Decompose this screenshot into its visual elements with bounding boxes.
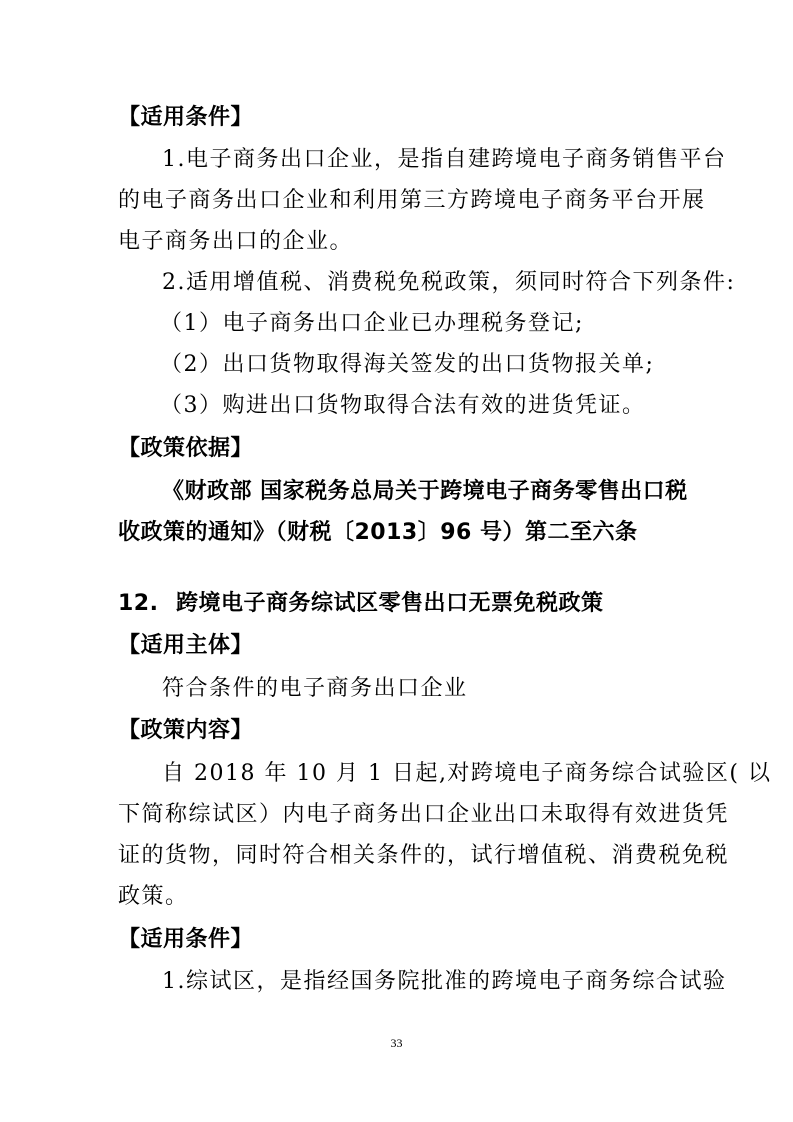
paragraph-line: 1.综试区，是指经国务院批准的跨境电子商务综合试验 (162, 969, 727, 994)
section-number: 12. (118, 591, 159, 616)
paragraph-line: 收政策的通知》（财税〔2013〕96 号）第二至六条 (118, 520, 638, 545)
paragraph-line: 《财政部 国家税务总局关于跨境电子商务零售出口税 (162, 479, 688, 504)
paragraph-line: 的电子商务出口企业和利用第三方跨境电子商务平台开展 (118, 188, 706, 213)
paragraph-line: 2.适用增值税、消费税免税政策，须同时符合下列条件: (162, 270, 736, 295)
heading-applicable-conditions: 【适用条件】 (118, 105, 254, 130)
section-title: 跨境电子商务综试区零售出口无票免税政策 (176, 591, 604, 616)
paragraph-line: 证的货物，同时符合相关条件的，试行增值税、消费税免税 (118, 843, 730, 868)
paragraph-line: 政策。 (118, 884, 189, 909)
list-item: （1）电子商务出口企业已办理税务登记; (160, 311, 584, 336)
heading-applicable-subject: 【适用主体】 (118, 633, 254, 658)
list-item: （3）购进出口货物取得合法有效的进货凭证。 (160, 393, 646, 418)
paragraph-line: 自 2018 年 10 月 1 日起,对跨境电子商务综合试验区( 以 (162, 761, 772, 786)
paragraph-line: 符合条件的电子商务出口企业 (162, 676, 468, 701)
page-number: 33 (390, 1036, 403, 1050)
heading-policy-basis: 【政策依据】 (118, 436, 254, 461)
paragraph-line: 下简称综试区）内电子商务出口企业出口未取得有效进货凭 (118, 802, 730, 827)
paragraph-line: 1.电子商务出口企业，是指自建跨境电子商务销售平台 (162, 147, 727, 172)
section-12-title (118, 589, 688, 619)
list-item: （2）出口货物取得海关签发的出口货物报关单; (160, 352, 655, 377)
paragraph-line: 电子商务出口的企业。 (118, 229, 354, 254)
heading-policy-content: 【政策内容】 (118, 718, 254, 743)
heading-applicable-conditions-12: 【适用条件】 (118, 927, 254, 952)
